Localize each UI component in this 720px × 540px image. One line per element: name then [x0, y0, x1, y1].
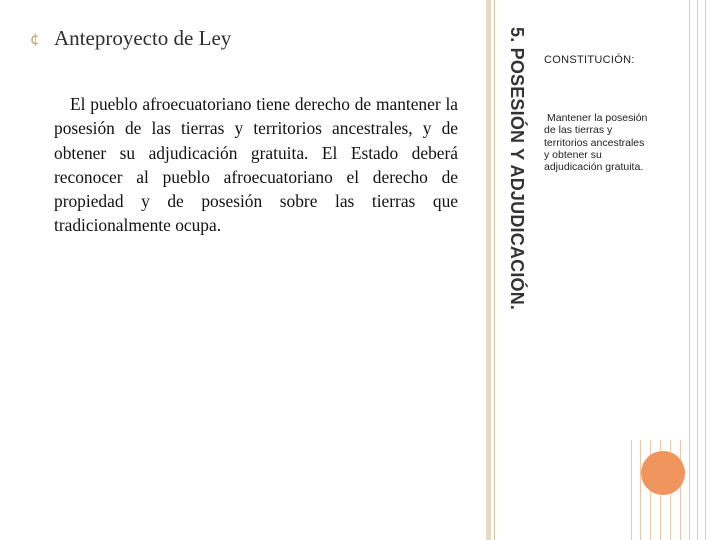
vertical-divider-outer [486, 0, 491, 540]
decorative-line [705, 0, 706, 540]
decorative-line [640, 440, 641, 540]
sidebar-note: Mantener la posesión de las tierras y territorios ancestrales y obtener su adjudicación gratuita. [544, 112, 648, 174]
slide-heading: Anteproyecto de Ley [54, 26, 232, 50]
decorative-line [631, 440, 632, 540]
decorative-line [697, 0, 698, 540]
decorative-line [689, 0, 690, 540]
decorative-line [680, 440, 681, 540]
decorative-circle [641, 451, 685, 495]
body-paragraph: El pueblo afroecuatoriano tiene derecho de mantener la posesión de las tierras y territorios ancestrales, y de obtener su adjudicación gratuita. El Estado deberá reconocer al pueblo afroecuatoriano el derecho de propiedad y de posesión sobre las tierras que tradicionalmente ocupa. [54, 94, 458, 236]
bullet-icon: ¢ [30, 30, 40, 48]
vertical-section-title: 5. POSESIÓN Y ADJUDICACIÓN. [507, 27, 527, 311]
vertical-divider-inner [494, 0, 495, 540]
sidebar-label: CONSTITUCIÓN: [544, 54, 635, 66]
